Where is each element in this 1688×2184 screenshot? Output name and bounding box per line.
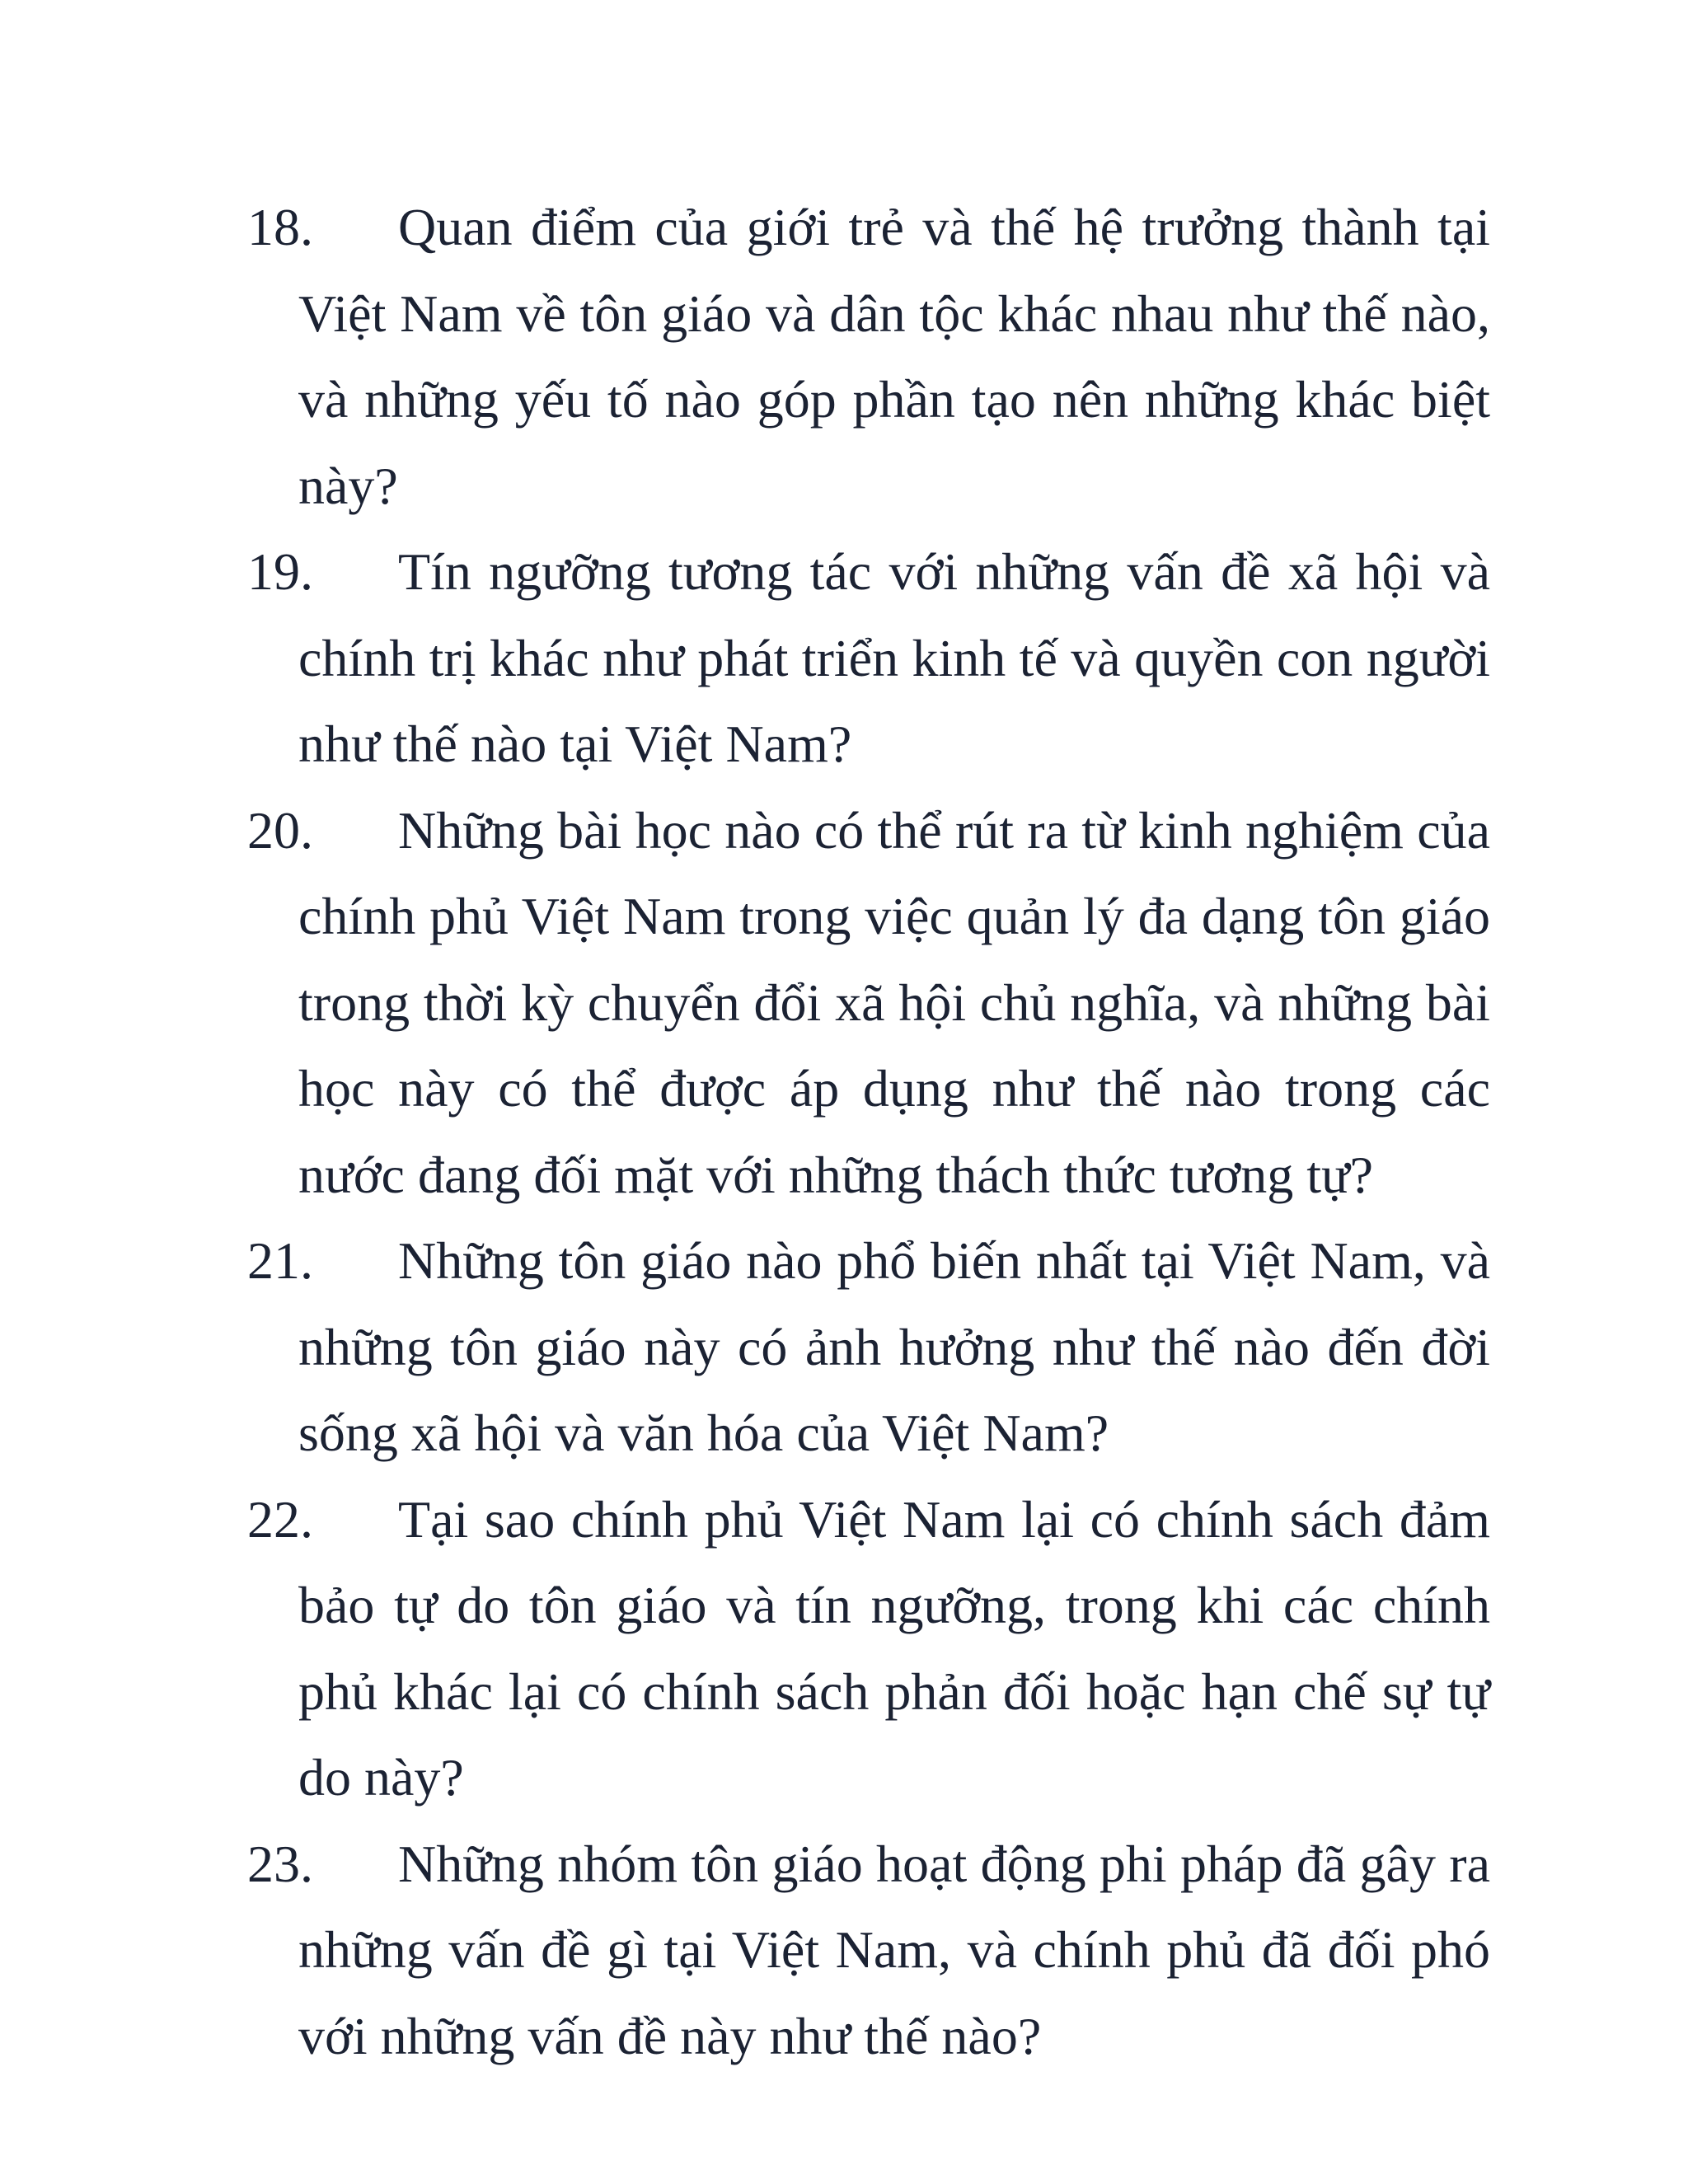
question-text: Những nhóm tôn giáo hoạt động phi pháp đã gây ra những vấn đề gì tại Việt Nam, và chính phủ đã đối phó với những vấn đề này như thế nào? [298,1834,1490,2065]
question-item [247,1821,1490,2080]
question-number: 18. [247,198,313,256]
question-item [247,1477,1490,1821]
question-item [247,185,1490,529]
question-number: 21. [247,1231,313,1290]
question-text: Những bài học nào có thể rút ra từ kinh nghiệm của chính phủ Việt Nam trong việc quản lý đa dạng tôn giáo trong thời kỳ chuyển đổi xã hội chủ nghĩa, và những bài học này có thể được áp dụng như thế nào trong các nước đang đối mặt với những thách thức tương tự? [298,800,1490,1204]
question-number: 19. [247,542,313,601]
question-item [247,1218,1490,1477]
question-number: 22. [247,1489,313,1549]
question-list [247,185,1490,2079]
question-text: Tại sao chính phủ Việt Nam lại có chính sách đảm bảo tự do tôn giáo và tín ngưỡng, trong khi các chính phủ khác lại có chính sách phản đối hoặc hạn chế sự tự do này? [298,1489,1490,1807]
question-item [247,788,1490,1219]
question-text: Tín ngưỡng tương tác với những vấn đề xã hội và chính trị khác như phát triển kinh tế và quyền con người như thế nào tại Việt Nam? [298,542,1490,773]
question-text: Những tôn giáo nào phổ biến nhất tại Việt Nam, và những tôn giáo này có ảnh hưởng như thế nào đến đời sống xã hội và văn hóa của Việt Nam? [298,1231,1490,1462]
question-item [247,529,1490,788]
question-number: 20. [247,800,313,860]
question-text: Quan điểm của giới trẻ và thế hệ trưởng thành tại Việt Nam về tôn giáo và dân tộc khác nhau như thế nào, và những yếu tố nào góp phần tạo nên những khác biệt này? [298,198,1490,515]
question-number: 23. [247,1834,313,1893]
